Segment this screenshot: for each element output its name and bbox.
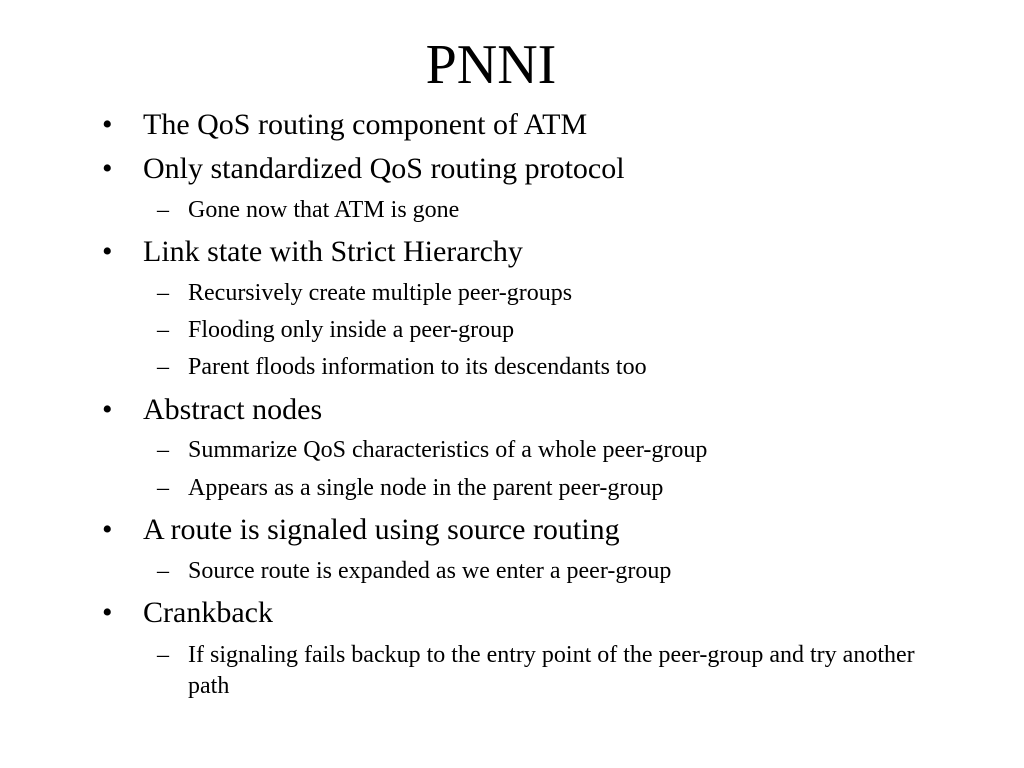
bullet-text: Link state with Strict Hierarchy (143, 235, 523, 268)
bullet-icon: • (102, 513, 113, 546)
dash-icon: – (157, 558, 169, 584)
sub-bullet-item (157, 354, 647, 382)
bullet-icon: • (102, 393, 113, 426)
bullet-icon: • (102, 108, 113, 141)
sub-bullet-item (157, 280, 573, 308)
sub-bullet-text: Summarize QoS characteristics of a whole peer-group (188, 437, 708, 463)
bullet-text: Abstract nodes (143, 393, 323, 426)
dash-icon: – (157, 475, 169, 501)
bullet-text: Crankback (143, 596, 273, 629)
slide-title: PNNI (425, 34, 557, 96)
dash-icon: – (157, 280, 169, 306)
sub-bullet-item (157, 475, 664, 503)
bullet-icon: • (102, 596, 113, 629)
bullet-item (102, 596, 273, 631)
sub-bullet-text: If signaling fails backup to the entry point of the peer-group and try another path (188, 642, 915, 699)
bullet-text: A route is signaled using source routing (143, 513, 620, 546)
sub-bullet-text: Source route is expanded as we enter a peer-group (188, 558, 672, 584)
sub-bullet-item (157, 317, 515, 345)
bullet-text: Only standardized QoS routing protocol (143, 152, 625, 185)
dash-icon: – (157, 197, 169, 223)
dash-icon: – (157, 642, 169, 668)
bullet-item (102, 152, 625, 187)
bullet-item (102, 108, 588, 143)
bullet-item (102, 393, 323, 428)
sub-bullet-item (157, 640, 948, 702)
sub-bullet-text: Recursively create multiple peer-groups (188, 280, 573, 306)
sub-bullet-item (157, 558, 672, 586)
sub-bullet-text: Gone now that ATM is gone (188, 197, 460, 223)
sub-bullet-text: Flooding only inside a peer-group (188, 317, 515, 343)
bullet-icon: • (102, 152, 113, 185)
bullet-text: The QoS routing component of ATM (143, 108, 588, 141)
sub-bullet-item (157, 437, 708, 465)
dash-icon: – (157, 354, 169, 380)
dash-icon: – (157, 317, 169, 343)
bullet-item (102, 513, 620, 548)
sub-bullet-item (157, 197, 460, 225)
sub-bullet-text: Appears as a single node in the parent peer-group (188, 475, 664, 501)
bullet-item (102, 235, 523, 270)
bullet-icon: • (102, 235, 113, 268)
sub-bullet-text: Parent floods information to its descendants too (188, 354, 647, 380)
dash-icon: – (157, 437, 169, 463)
